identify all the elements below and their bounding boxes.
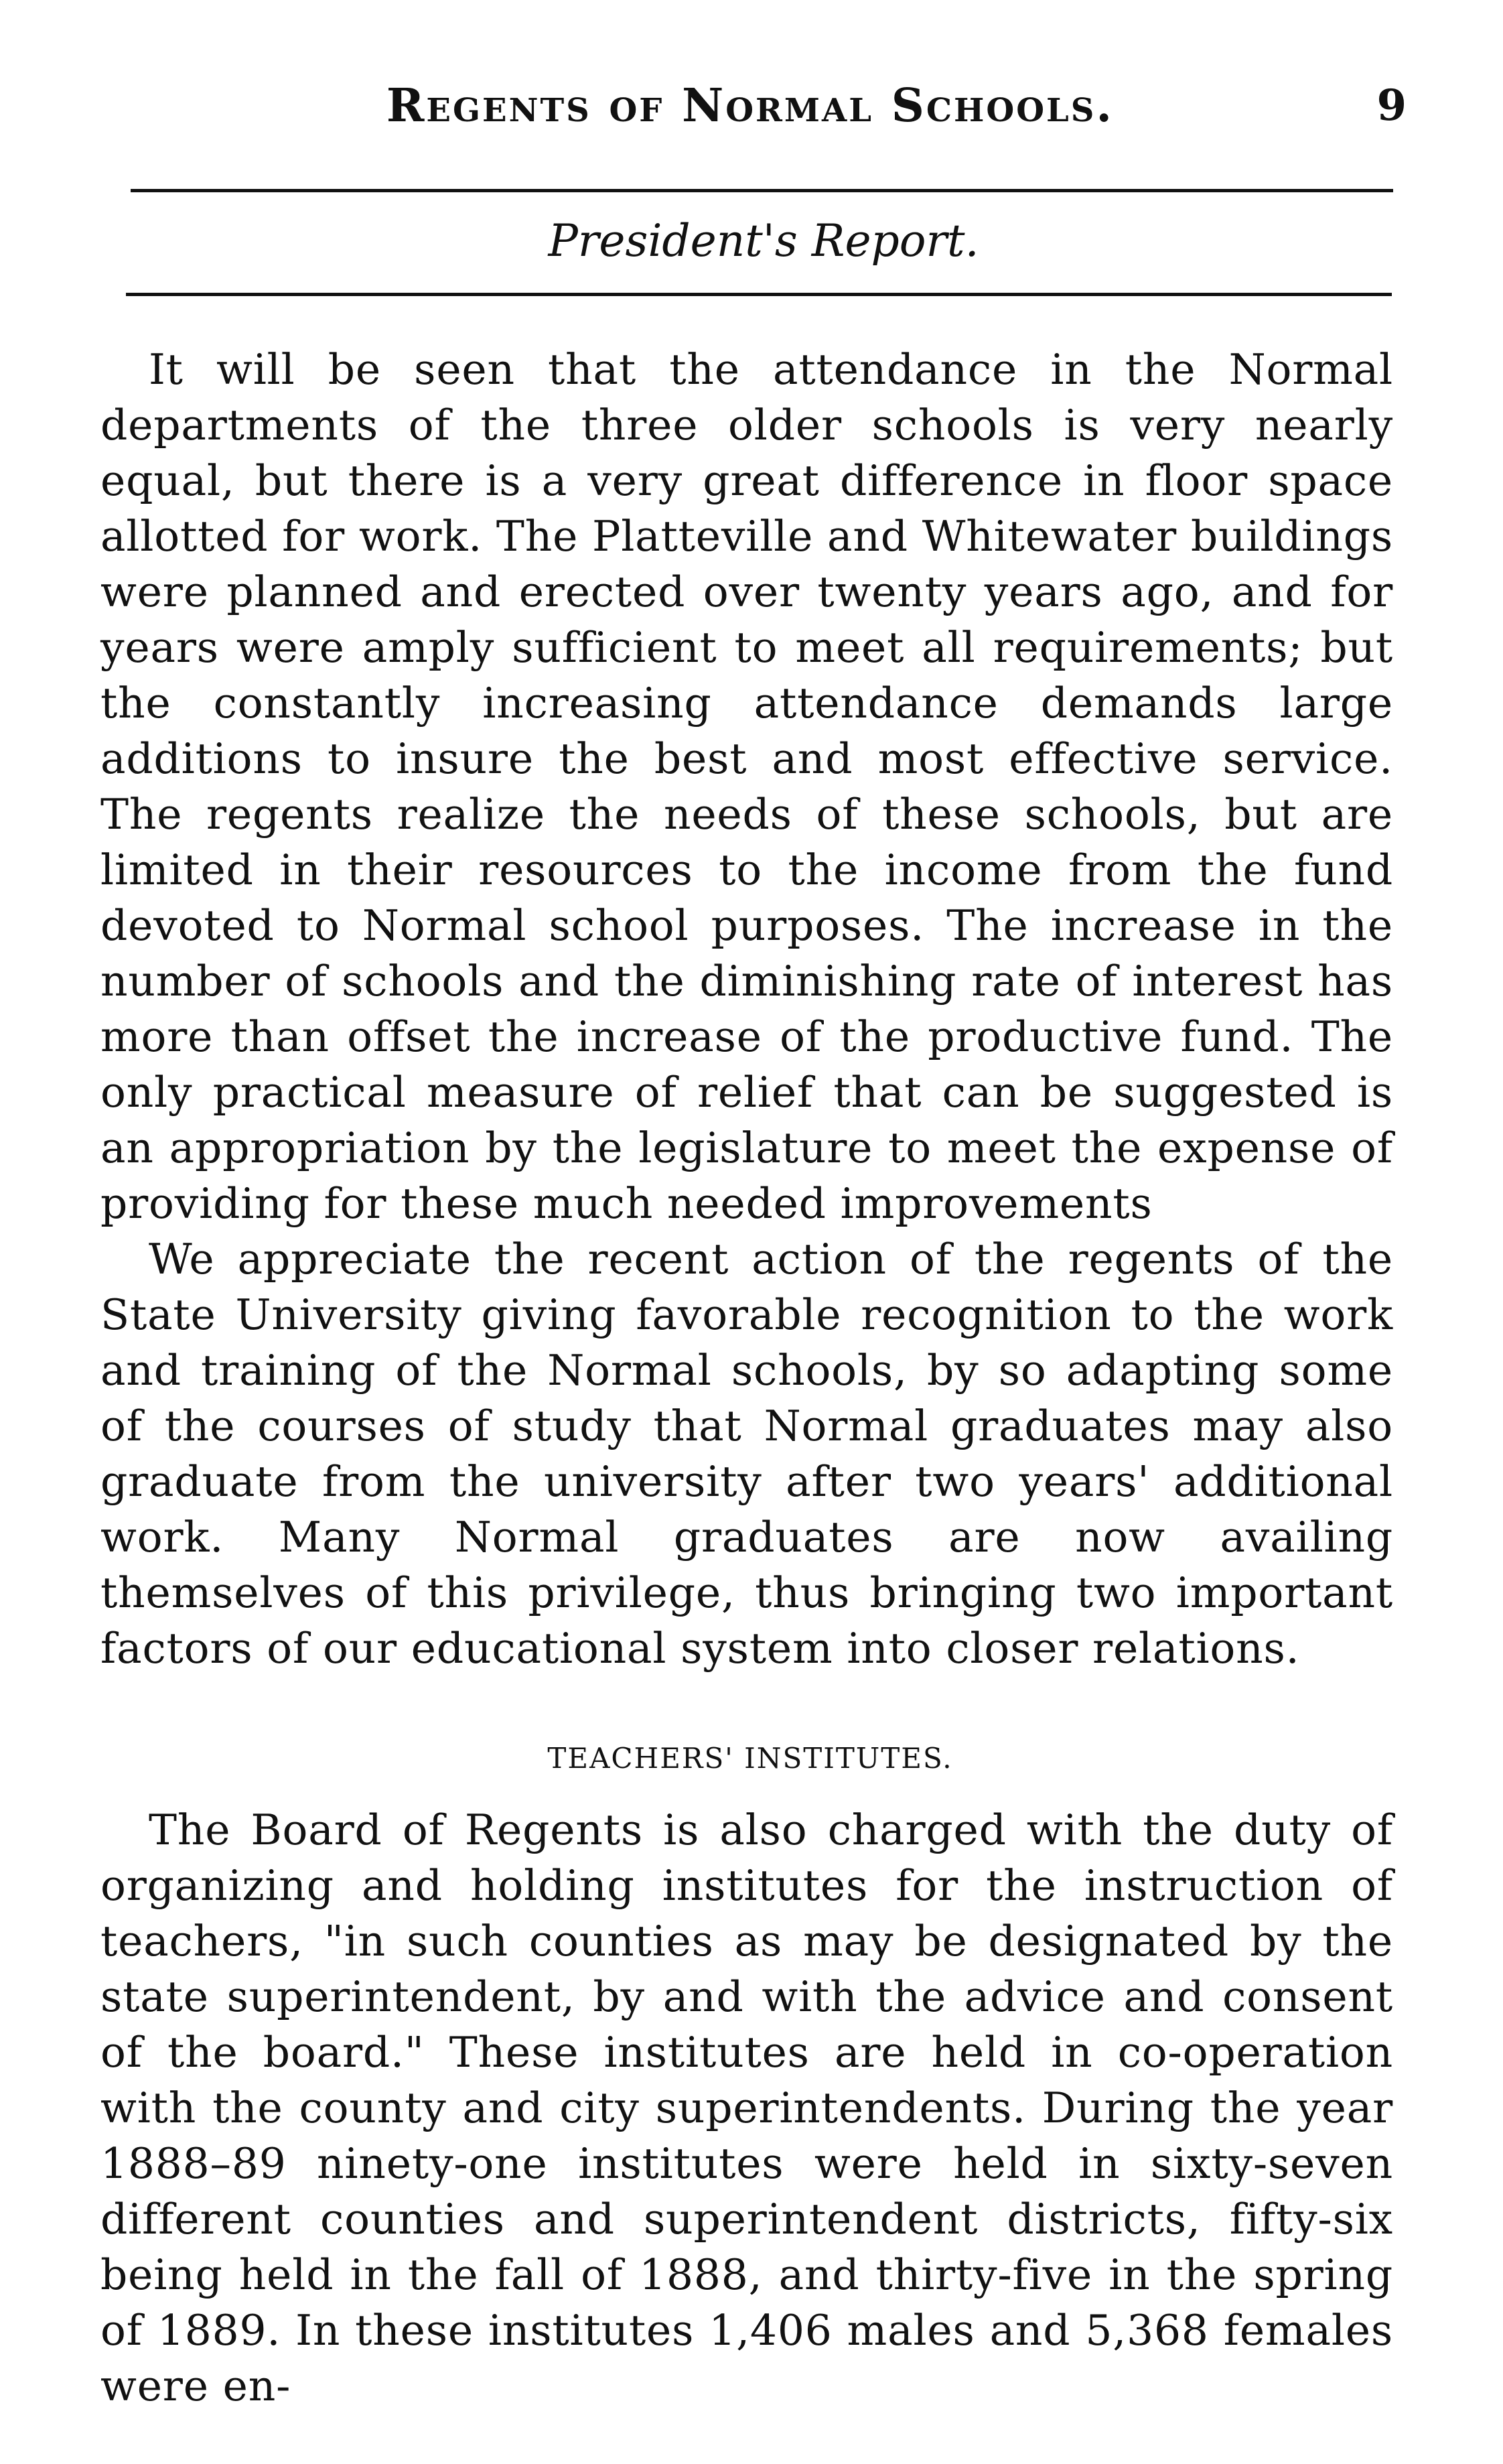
paragraph: It will be seen that the attendance in the Normal departments of the three older schools is very nearly equal, but there is a very great difference in floor space allotted for work. The Platteville and Whitewater buildings were planned and erected over twenty years ago, and for years were amply sufficient to meet all requirements; but the constantly increasing attendance demands large additions to insure the best and most effective service. The regents realize the needs of these schools, but are limited in their resources to the income from the fund devoted to Normal school purposes. The increase in the number of schools and the diminishing rate of interest has more than offset the increase of the productive fund. The only practical measure of relief that can be suggested is an appropriation by the legislature to meet the expense of providing for these much needed improvements (100, 345, 1393, 1228)
header-rule-bottom (126, 293, 1392, 296)
paragraph: The Board of Regents is also charged with the duty of organizing and holding institutes for the instruction of teachers, "in such counties as may be designated by the state superintendent, by and with the advice and consent of the board." These institutes are held in co-operation with the county and city superintendents. During the year 1888–89 ninety-one institutes were held in sixty-seven different counties and superintendent districts, fifty-six being held in the fall of 1888, and thirty-five in the spring of 1889. In these institutes 1,406 males and 5,368 females were en- (100, 1805, 1393, 2410)
page-number: 9 (1376, 80, 1407, 131)
running-head: Regents of Normal Schools. (386, 79, 1115, 133)
report-body (100, 342, 1393, 1676)
header-rule-top (131, 189, 1393, 192)
section-body (100, 1802, 1393, 2414)
paragraph: We appreciate the recent action of the regents of the State University giving favorable recognition to the work and training of the Normal schools, by so adapting some of the courses of study that Normal graduates may also graduate from the university after two years' additional work. Many Normal graduates are now availing themselves of this privilege, thus bringing two important factors of our educational system into closer relations. (100, 1235, 1393, 1673)
section-heading: TEACHERS' INSTITUTES. (547, 1742, 953, 1775)
report-subhead: President's Report. (548, 215, 979, 267)
